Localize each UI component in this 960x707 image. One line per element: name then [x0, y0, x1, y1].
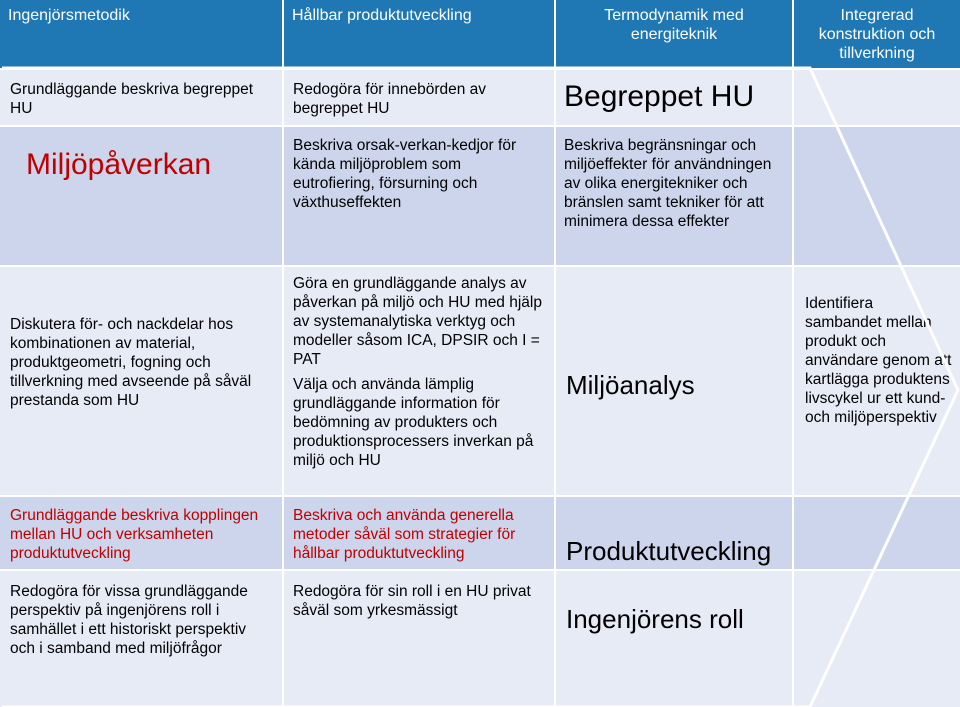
r2-hallbar-text: Beskriva orsak-verkan-kedjor för kända miljöproblem som eutrofiering, försurning och växthuseffekten — [293, 137, 517, 211]
r1-ingenjorsmetodik-text: Grundläggande beskriva begreppet HU — [10, 81, 254, 117]
r4-hallbar-text: Beskriva och använda generella metoder såväl som strategier för hållbar produktutveckling — [293, 507, 516, 562]
header-ingenjorsmetodik: Ingenjörsmetodik — [0, 0, 282, 68]
header-hallbar-produktutveckling: Hållbar produktutveckling — [284, 0, 554, 68]
r2-miljopaverkan-title: Miljöpåverkan — [26, 148, 212, 181]
header-integrerad-konstruktion: Integrerad konstruktion och tillverkning — [794, 0, 960, 68]
r1-begreppet-hu-title: Begreppet HU — [564, 80, 755, 113]
r1-hallbar-text: Redogöra för innebörden av begreppet HU — [293, 81, 487, 117]
arrow-outline-stroke — [2, 68, 958, 707]
r5-ingenjorsmetodik-text: Redogöra för vissa grundläggande perspektiv på ingenjörens roll i samhället i ett historiskt perspektiv och i samband med miljöfrågor — [10, 583, 248, 657]
r3-hallbar-paragraph-1: Göra en grundläggande analys av påverkan på miljö och HU med hjälp av systemanalytiska verktyg och modeller såsom ICA, DPSIR och I = PAT — [293, 275, 542, 368]
r3-ingenjorsmetodik-text: Diskutera för- och nackdelar hos kombinationen av material, produktgeometri, fogning och tillverkning med avseende på såväl prestanda som HU — [10, 316, 252, 409]
header-termodynamik: Termodynamik med energiteknik — [556, 0, 792, 68]
r3-miljoanalys-title: Miljöanalys — [566, 370, 695, 400]
r4-produktutveckling-title: Produktutveckling — [566, 536, 772, 566]
r5-hallbar-text: Redogöra för sin roll i en HU privat såväl som yrkesmässigt — [293, 583, 531, 619]
r2-termodynamik-text: Beskriva begränsningar och miljöeffekter för användningen av olika energitekniker och bränslen samt tekniker för att minimera dessa effekter — [564, 137, 772, 230]
r4-ingenjorsmetodik-text: Grundläggande beskriva kopplingen mellan HU och verksamheten produktutveckling — [10, 507, 259, 562]
r5-ingenjorens-roll-title: Ingenjörens roll — [566, 604, 744, 634]
r3-integrerad-text: Identifiera sambandet mellan produkt och användare genom att kartlägga produktens livscykel ur ett kund- och miljöperspektiv — [805, 295, 952, 426]
r3-hallbar-paragraph-2: Välja och använda lämplig grundläggande information för bedömning av produkters och produktionsprocessers inverkan på miljö och HU — [293, 376, 534, 469]
